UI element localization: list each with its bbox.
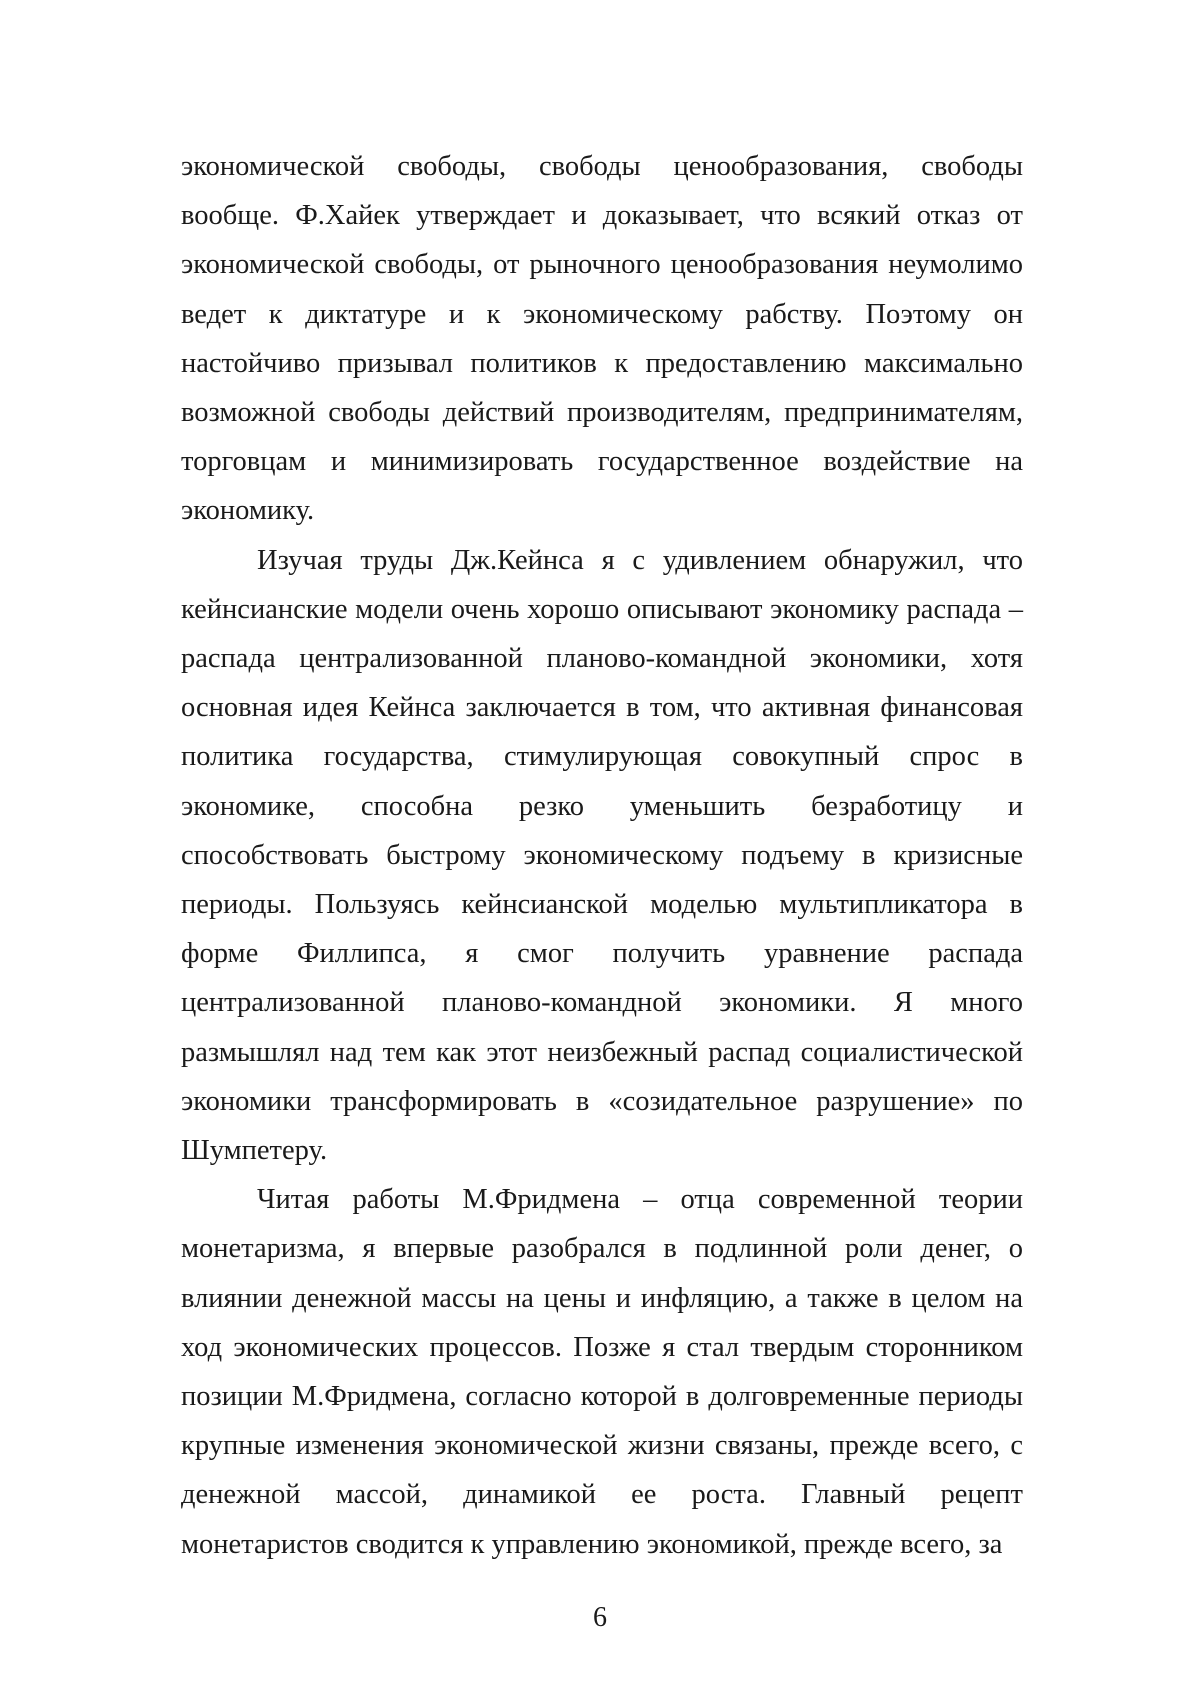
body-text (181, 142, 1023, 1569)
paragraph-continuation: экономической свободы, свободы ценообразования, свободы вообще. Ф.Хайек утверждает и доказывает, что всякий отказ от экономической свободы, от рыночного ценообразования неумолимо ведет к диктатуре и к экономическому рабству. Поэтому он настойчиво призывал политиков к предоставлению максимально возможной свободы действий производителям, предпринимателям, торговцам и минимизировать государственное воздействие на экономику. (181, 151, 1023, 527)
paragraph-friedman: Читая работы М.Фридмена – отца современной теории монетаризма, я впервые разобрался в подлинной роли денег, о влиянии денежной массы на цены и инфляцию, а также в целом на ход экономических процессов. Позже я стал твердым сторонником позиции М.Фридмена, согласно которой в долговременные периоды крупные изменения экономической жизни связаны, прежде всего, с денежной массой, динамикой ее роста. Главный рецепт монетаристов сводится к управлению экономикой, прежде всего, за (181, 1184, 1023, 1560)
page-number: 6 (593, 1602, 607, 1633)
paragraph-keynes: Изучая труды Дж.Кейнса я с удивлением обнаружил, что кейнсианские модели очень хорошо описывают экономику распада – распада централизованной планово-командной экономики, хотя основная идея Кейнса заключается в том, что активная финансовая политика государства, стимулирующая совокупный спрос в экономике, способна резко уменьшить безработицу и способствовать быстрому экономическому подъему в кризисные периоды. Пользуясь кейнсианской моделью мультипликатора в форме Филлипса, я смог получить уравнение распада централизованной планово-командной экономики. Я много размышлял над тем как этот неизбежный распад социалистической экономики трансформировать в «созидательное разрушение» по Шумпетеру. (181, 544, 1023, 1167)
